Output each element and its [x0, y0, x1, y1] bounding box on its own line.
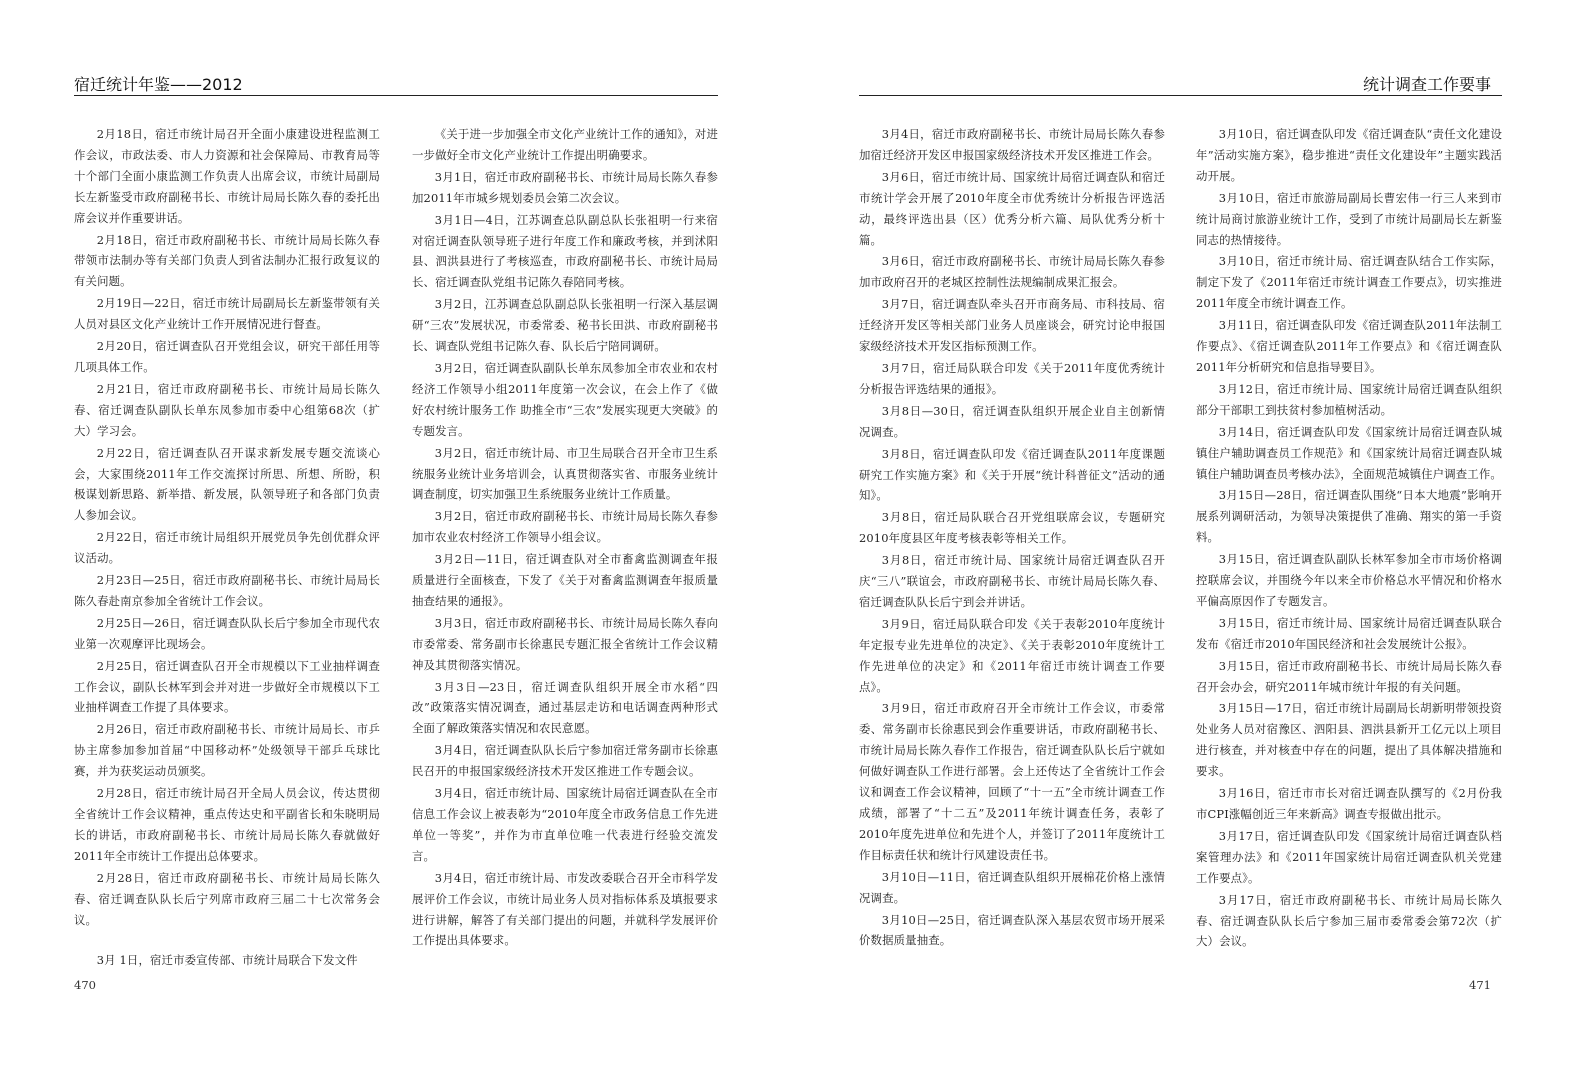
- chronicle-entry: 3月11日，宿迁调查队印发《宿迁调查队2011年法制工作要点》、《宿迁调查队2011年工作要点》和《宿迁调查队2011年分析研究和信息指导要目》。: [1196, 318, 1502, 374]
- chronicle-entry: 3月2日，宿迁市统计局、市卫生局联合召开全市卫生系统服务业统计业务培训会，认真贯彻落实省、市服务业统计调查制度，切实加强卫生系统服务业统计工作质量。: [412, 445, 718, 502]
- page-number-right: 471: [1469, 978, 1491, 992]
- running-head-right: 统计调查工作要事: [1362, 75, 1491, 94]
- page-number-left: 470: [74, 978, 96, 992]
- chronicle-entry: 3月3日，宿迁市政府副秘书长、市统计局局长陈久春向市委常委、常务副市长徐惠民专题汇报全省统计工作会议精神及其贯彻落实情况。: [412, 615, 718, 672]
- chronicle-entry: 3月4日，宿迁调查队队长后宁参加宿迁常务副市长徐惠民召开的申报国家级经济技术开发区推进工作专题会议。: [412, 743, 718, 779]
- chronicle-entry: 3月6日，宿迁市政府副秘书长、市统计局局长陈久春参加市政府召开的老城区控制性法规编制成果汇报会。: [859, 254, 1165, 290]
- chronicle-entry: 3月2日，江苏调查总队副总队长张祖明一行深入基层调研“三农”发展状况，市委常委、秘书长田洪、市政府副秘书长、调查队党组书记陈久春、队长后宁陪同调研。: [412, 297, 718, 354]
- chronicle-entry: 2月25日，宿迁调查队召开全市规模以下工业抽样调查工作会议，副队长林军到会并对进一步做好全市规模以下工业抽样调查工作提了具体要求。: [74, 658, 380, 715]
- chronicle-entry: 2月18日，宿迁市政府副秘书长、市统计局局长陈久春带领市法制办等有关部门负责人到省法制办汇报行政复议的有关问题。: [74, 232, 380, 289]
- chronicle-entry: 3月10日，宿迁市统计局、宿迁调查队结合工作实际，制定下发了《2011年宿迁市统计调查工作要点》，切实推进2011年度全市统计调查工作。: [1196, 254, 1502, 311]
- chronicle-entry: 3月7日，宿迁调查队牵头召开市商务局、市科技局、宿迁经济开发区等相关部门业务人员座谈会，研究讨论申报国家级经济技术开发区指标预测工作。: [859, 297, 1165, 354]
- chronicle-entry: 3月10日，宿迁市旅游局副局长曹宏伟一行三人来到市统计局商讨旅游业统计工作，受到了市统计局副局长左新鉴同志的热情接待。: [1196, 190, 1502, 247]
- right-page: [793, 0, 1587, 1077]
- right-page-column-1: [859, 124, 1165, 952]
- chronicle-entry: 2月22日，宿迁市统计局组织开展党员争先创优群众评议活动。: [74, 530, 380, 566]
- chronicle-entry: 2月26日，宿迁市政府副秘书长、市统计局局长、市乒协主席参加参加首届“中国移动杯”处级领导干部乒乓球比赛，并为获奖运动员颁奖。: [74, 722, 380, 779]
- chronicle-entry: 3月2日—11日，宿迁调查队对全市畜禽监测调查年报质量进行全面核查，下发了《关于对畜禽监测调查年报质量抽查结果的通报》。: [412, 552, 718, 608]
- chronicle-entry: 2月19日—22日，宿迁市统计局副局长左新鉴带领有关人员对县区文化产业统计工作开展情况进行督查。: [74, 296, 380, 332]
- chronicle-entry: 2月20日，宿迁调查队召开党组会议，研究干部任用等几项具体工作。: [74, 339, 380, 374]
- header-rule-left: [74, 95, 718, 96]
- chronicle-entry: 3月9日，宿迁局队联合印发《关于表彰2010年度统计年定报专业先进单位的决定》、《关于表彰2010年度统计工作先进单位的决定》和《2011年宿迁市统计调查工作要点》。: [859, 616, 1165, 694]
- chronicle-entry: 3月7日，宿迁局队联合印发《关于2011年度优秀统计分析报告评选结果的通报》。: [859, 360, 1165, 396]
- chronicle-entry: 2月22日，宿迁调查队召开谋求新发展专题交流谈心会，大家围绕2011年工作交流探讨所思、所想、所盼，积极谋划新思路、新举措、新发展，队领导班子和各部门负责人参加会议。: [74, 445, 380, 523]
- chronicle-entry: 2月25日—26日，宿迁调查队队长后宁参加全市现代农业第一次观摩评比现场会。: [74, 615, 380, 651]
- header-rule-right: [859, 95, 1502, 96]
- chronicle-entry: 3月4日，宿迁市政府副秘书长、市统计局局长陈久春参加宿迁经济开发区申报国家级经济技术开发区推进工作会。: [859, 127, 1165, 162]
- chronicle-entry: 3月15日—28日，宿迁调查队围绕“日本大地震”影响开展系列调研活动，为领导决策提供了准确、翔实的第一手资料。: [1196, 488, 1502, 545]
- chronicle-entry: 3月4日，宿迁市统计局、市发改委联合召开全市科学发展评价工作会议，市统计局业务人员对指标体系及填报要求进行讲解，解答了有关部门提出的问题，并就科学发展评价工作提出具体要求。: [412, 870, 718, 948]
- chronicle-entry: 《关于进一步加强全市文化产业统计工作的通知》，对进一步做好全市文化产业统计工作提出明确要求。: [412, 127, 718, 162]
- chronicle-entry: 3月1日—4日，江苏调查总队副总队长张祖明一行来宿对宿迁调查队领导班子进行年度工作和廉政考核，并到沭阳县、泗洪县进行了考核巡查，市政府副秘书长、市统计局局长、宿迁调查队党组书记陈久春陪同考核。: [412, 212, 718, 290]
- chronicle-entry: 3月2日，宿迁市政府副秘书长、市统计局局长陈久春参加市农业农村经济工作领导小组会议。: [412, 509, 718, 545]
- chronicle-entry: 3月12日，宿迁市统计局、国家统计局宿迁调查队组织部分干部职工到扶贫村参加植树活动。: [1196, 381, 1502, 417]
- chronicle-entry: 2月28日，宿迁市政府副秘书长、市统计局局长陈久春、宿迁调查队队长后宁列席市政府三届二十七次常务会议。: [74, 870, 380, 927]
- chronicle-entry: 3月14日，宿迁调查队印发《国家统计局宿迁调查队城镇住户辅助调查员工作规范》和《国家统计局宿迁调查队城镇住户辅助调查员考核办法》，全面规范城镇住户调查工作。: [1196, 424, 1502, 481]
- chronicle-entry: 3月15日，宿迁调查队副队长林军参加全市市场价格调控联席会议，并围绕今年以来全市价格总水平情况和价格水平偏高原因作了专题发言。: [1196, 552, 1502, 608]
- chronicle-entry: 3月9日，宿迁市政府召开全市统计工作会议，市委常委、常务副市长徐惠民到会作重要讲话，市政府副秘书长、市统计局局长陈久春作工作报告，宿迁调查队队长后宁就如何做好调查队工作进行部署。会上还传达了全省统计工作会议和调查工作会议精神，回顾了“十一五”全市统计调查工作成绩，部署了“十二五”及2011年统计调查任务，表彰了2010年度先进单位和先进个人，并签订了2011年度统计工作目标责任状和统计行风建设责任书。: [859, 701, 1165, 862]
- chronicle-entry: 3月17日，宿迁市政府副秘书长、市统计局局长陈久春、宿迁调查队队长后宁参加三届市委常委会第72次（扩大）会议。: [1196, 892, 1502, 949]
- chronicle-entry: 3月8日，宿迁调查队印发《宿迁调查队2011年度课题研究工作实施方案》和《关于开展“统计科普征文”活动的通知》。: [859, 446, 1165, 503]
- left-page: [0, 0, 793, 1077]
- chronicle-entry: 3月2日，宿迁调查队副队长单东凤参加全市农业和农村经济工作领导小组2011年度第一次会议，在会上作了《做好农村统计服务工作 助推全市“三农”发展实现更大突破》的专题发言。: [412, 360, 718, 438]
- left-page-column-2: [412, 124, 718, 952]
- chronicle-entry: 3月4日，宿迁市统计局、国家统计局宿迁调查队在全市信息工作会议上被表彰为“2010年度全市政务信息工作先进单位一等奖”，并作为市直单位唯一代表进行经验交流发言。: [412, 786, 718, 863]
- chronicle-entry: 3月10日—25日，宿迁调查队深入基层农贸市场开展采价数据质量抽查。: [859, 912, 1165, 948]
- chronicle-entry: 2月28日，宿迁市统计局召开全局人员会议，传达贯彻全省统计工作会议精神，重点传达史和平副省长和朱晓明局长的讲话，市政府副秘书长、市统计局局长陈久春就做好2011年全市统计工作提出总体要求。: [74, 786, 380, 863]
- chronicle-entry: 3月15日，宿迁市统计局、国家统计局宿迁调查队联合发布《宿迁市2010年国民经济和社会发展统计公报》。: [1196, 615, 1502, 651]
- running-head-left: 宿迁统计年鉴——2012: [74, 75, 243, 94]
- chronicle-entry: 3月17日，宿迁调查队印发《国家统计局宿迁调查队档案管理办法》和《2011年国家统计局宿迁调查队机关党建工作要点》。: [1196, 828, 1502, 885]
- chronicle-entry: 3月3日—23日，宿迁调查队组织开展全市水稻“四改”政策落实情况调查，通过基层走访和电话调查两种形式全面了解政策落实情况和农民意愿。: [412, 679, 718, 736]
- chronicle-entry: 3月10日—11日，宿迁调查队组织开展棉花价格上涨情况调查。: [859, 869, 1165, 905]
- left-page-column-1: [74, 124, 380, 972]
- chronicle-entry: 3月15日—17日，宿迁市统计局副局长胡新明带领投资处业务人员对宿豫区、泗阳县、泗洪县新开工亿元以上项目进行核查，并对核查中存在的问题，提出了具体解决措施和要求。: [1196, 701, 1502, 779]
- chronicle-entry: 3月10日，宿迁调查队印发《宿迁调查队“责任文化建设年”活动实施方案》，稳步推进“责任文化建设年”主题实践活动开展。: [1196, 127, 1502, 183]
- chronicle-entry: 3月8日，宿迁市统计局、国家统计局宿迁调查队召开庆“三八”联谊会，市政府副秘书长、市统计局局长陈久春、宿迁调查队队长后宁到会并讲话。: [859, 553, 1165, 609]
- chronicle-entry: 2月18日，宿迁市统计局召开全面小康建设进程监测工作会议，市政法委、市人力资源和社会保障局、市教育局等十个部门全面小康监测工作负责人出席会议，市统计局副局长左新鉴受市政府副秘书长、市统计局局长陈久春的委托出席会议并作重要讲话。: [74, 127, 380, 225]
- chronicle-entry: 3月16日，宿迁市市长对宿迁调查队撰写的《2月份我市CPI涨幅创近三年来新高》调查专报做出批示。: [1196, 786, 1502, 821]
- chronicle-entry: 3月8日—30日，宿迁调查队组织开展企业自主创新情况调查。: [859, 403, 1165, 439]
- chronicle-entry: 3月15日，宿迁市政府副秘书长、市统计局局长陈久春召开会办会，研究2011年城市统计年报的有关问题。: [1196, 658, 1502, 694]
- chronicle-entry: 2月21日，宿迁市政府副秘书长、市统计局局长陈久春、宿迁调查队副队长单东凤参加市委中心组第68次（扩大）学习会。: [74, 381, 380, 438]
- chronicle-entry: 3月8日，宿迁局队联合召开党组联席会议，专题研究2010年度县区年度考核表彰等相关工作。: [859, 510, 1165, 546]
- right-page-column-2: [1196, 124, 1502, 953]
- chronicle-entry: 2月23日—25日，宿迁市政府副秘书长、市统计局局长陈久春赴南京参加全省统计工作会议。: [74, 573, 380, 608]
- chronicle-entry: 3月6日，宿迁市统计局、国家统计局宿迁调查队和宿迁市统计学会开展了2010年度全市优秀统计分析报告评选活动，最终评选出县（区）优秀分析六篇、局队优秀分析十篇。: [859, 169, 1165, 247]
- chronicle-entry: 3月1日，宿迁市政府副秘书长、市统计局局长陈久春参加2011年市城乡规划委员会第二次会议。: [412, 169, 718, 205]
- chronicle-entry: 3月 1日，宿迁市委宣传部、市统计局联合下发文件: [96, 953, 358, 968]
